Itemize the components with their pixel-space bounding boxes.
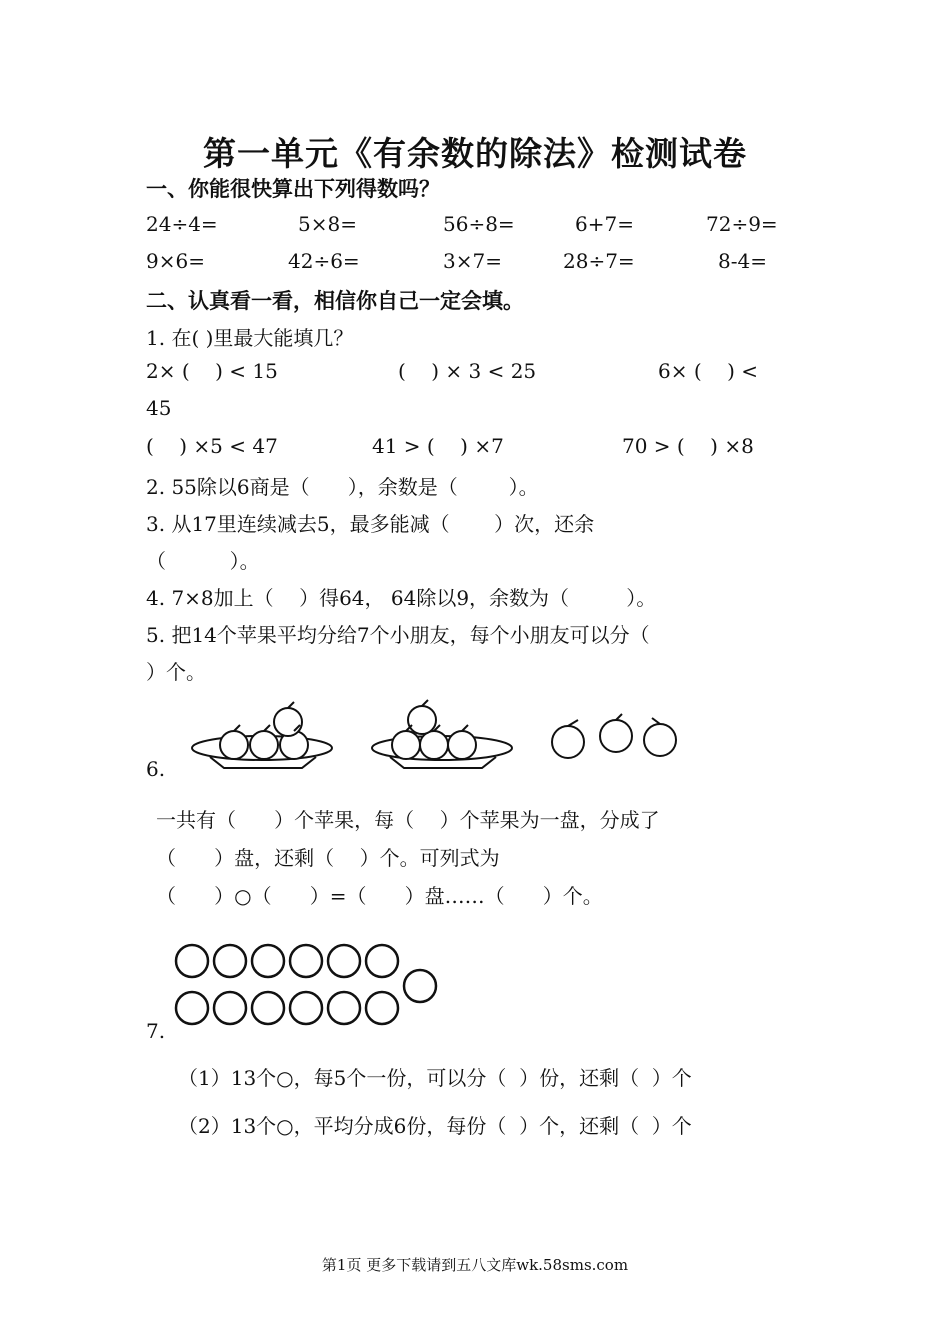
question-6-line2: （ ）盘，还剩（ ）个。可列式为	[156, 846, 500, 870]
calc-item: 42÷6=	[288, 249, 360, 273]
question-4: 4. 7×8加上（ ）得64， 64除以9，余数为（ ）。	[146, 586, 657, 610]
question-2: 2. 55除以6商是（ ），余数是（ ）。	[146, 475, 539, 499]
question-7-part2: （2）13个○，平均分成6份，每份（ ）个，还剩（ ）个	[178, 1114, 692, 1138]
inequality-item: 6× ( ) <	[658, 359, 758, 383]
question-6-label: 6.	[146, 757, 166, 781]
inequality-item: ( ) × 3 < 25	[398, 359, 537, 383]
question-5-cont: ）个。	[146, 660, 206, 684]
apple-plates-illustration	[190, 700, 690, 780]
calc-item: 8-4=	[718, 249, 767, 273]
question-3: 3. 从17里连续减去5，最多能减（ ）次，还余	[146, 512, 595, 536]
question-1-prompt: 1. 在( )里最大能填几？	[146, 326, 354, 350]
section2-heading: 二、认真看一看，相信你自己一定会填。	[146, 289, 524, 313]
question-5: 5. 把14个苹果平均分给7个小朋友，每个小朋友可以分（	[146, 623, 650, 647]
calc-item: 9×6=	[146, 249, 205, 273]
calc-item: 3×7=	[443, 249, 502, 273]
page-footer: 第1页 更多下载请到五八文库wk.58sms.com	[321, 1256, 629, 1274]
inequality-item: 2× ( ) < 15	[146, 359, 278, 383]
calc-item: 72÷9=	[706, 212, 778, 236]
question-6-line1: 一共有（ ）个苹果，每（ ）个苹果为一盘，分成了	[156, 808, 660, 832]
calc-item: 28÷7=	[563, 249, 635, 273]
loose-apples	[552, 714, 676, 758]
inequality-item: 70 > ( ) ×8	[622, 434, 754, 458]
calc-item: 6+7=	[575, 212, 634, 236]
calc-item: 56÷8=	[443, 212, 515, 236]
inequality-item: ( ) ×5 < 47	[146, 434, 278, 458]
section1-heading: 一、你能很快算出下列得数吗？	[146, 177, 440, 201]
page-title: 第一单元《有余数的除法》检测试卷	[203, 134, 747, 173]
inequality-item: 41 > ( ) ×7	[372, 434, 504, 458]
apple-plate	[192, 702, 332, 768]
question-3-cont: （ ）。	[146, 549, 260, 573]
inequality-wrap: 45	[146, 396, 172, 420]
question-7-label: 7.	[146, 1019, 166, 1043]
question-7-part1: （1）13个○，每5个一份，可以分（ ）份，还剩（ ）个	[178, 1066, 692, 1090]
circles-illustration	[175, 938, 445, 1038]
question-6-line3: （ ）○（ ）=（ ）盘……（ ）个。	[156, 884, 603, 908]
apple-plate	[372, 700, 512, 768]
calc-item: 5×8=	[298, 212, 357, 236]
calc-item: 24÷4=	[146, 212, 218, 236]
